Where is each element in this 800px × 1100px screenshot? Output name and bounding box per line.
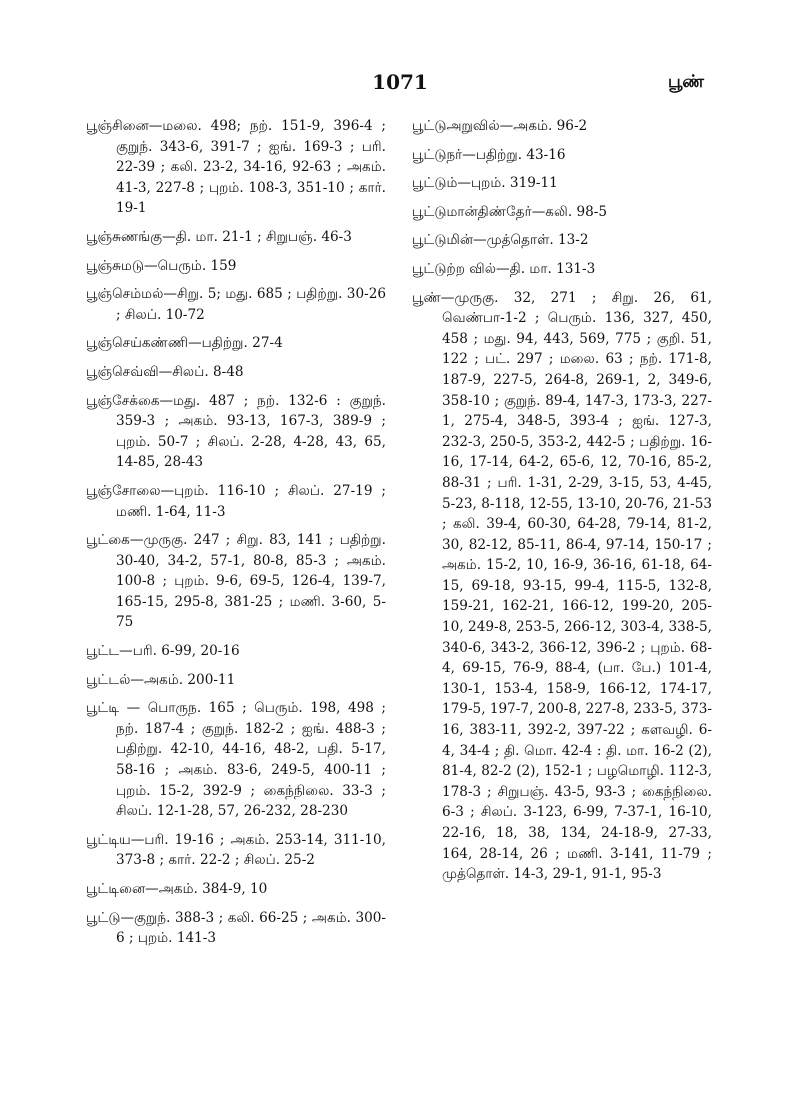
index-entry: பூட்டல்—அகம். 200-11 [86,671,236,688]
index-entry: பூஞ்சோலை—புறம். 116-10 ; சிலப். 27-19 ; மணி. 1-64, 11-3 [86,482,386,520]
index-entry: பூட்டுஅறுவில்—அகம். 96-2 [412,118,588,134]
index-entry: பூட்டும்—புறம். 319-11 [412,175,558,192]
index-entry: பூட்கை—முருகு. 247 ; சிறு. 83, 141 ; பதிற்று. 30-40, 34-2, 57-1, 80-8, 85-3 ; அகம். 100-8 ; புறம். 9-6, 69-5, 126-4, 139-7, 165-15, 295-8, 381-25 ; மணி. 3-60, 5-75 [86,532,386,631]
index-entry: பூஞ்சுமடு—பெரும். 159 [86,257,237,274]
index-entry: பூஞ்சேக்கை—மது. 487 ; நற். 132-6 : குறுந். 359-3 ; அகம். 93-13, 167-3, 389-9 ; புறம். 50-7 ; சிலப். 2-28, 4-28, 43, 65, 14-85, 28-43 [86,392,386,471]
index-entry: பூஞ்செவ்வி—சிலப். 8-48 [86,363,244,380]
index-entry: பூட்டுற்ற வில்—தி. மா. 131-3 [412,260,596,277]
index-entry: பூட்டுமான்திண்தேர்—கலி. 98-5 [412,203,608,220]
index-entry: பூட்டிய—பரி. 19-16 ; அகம். 253-14, 311-10, 373-8 ; கார். 22-2 ; சிலப். 25-2 [86,831,386,869]
index-entry: பூஞ்செம்மல்—சிறு. 5; மது. 685 ; பதிற்று. 30-26 ; சிலப். 10-72 [86,286,386,323]
page-number: 1071 [372,70,428,94]
left-column [86,116,386,957]
index-entry: பூஞ்சுணங்கு—தி. மா. 21-1 ; சிறுபஞ். 46-3 [86,228,352,245]
index-entry: பூட்டுமின்—முத்தொள். 13-2 [412,232,589,249]
index-entry: பூட்டு—குறுந். 388-3 ; கலி. 66-25 ; அகம். 300-6 ; புறம். 141-3 [86,909,386,947]
index-entry: பூண்—முருகு. 32, 271 ; சிறு. 26, 61, வெண்பா-1-2 ; பெரும். 136, 327, 450, 458 ; மது. 94, 443, 569, 775 ; குறி. 51, 122 ; பட். 297 ; மலை. 63 ; நற். 171-8, 187-9, 227-5, 264-8, 269-1, 2, 349-6, 358-10 ; குறுந். 89-4, 147-3, 173-3, 227-1, 275-4, 348-5, 393-4 ; ஐங். 127-3, 232-3, 250-5, 353-2, 442-5 ; பதிற்று. 16-16, 17-14, 64-2, 65-6, 12, 70-16, 85-2, 88-31 ; பரி. 1-31, 2-29, 3-15, 53, 4-45, 5-23, 8-118, 12-55, 13-10, 20-76, 21-53 ; கலி. 39-4, 60-30, 64-28, 79-14, 81-2, 30, 82-12, 85-11, 86-4, 97-14, 150-17 ; அகம். 15-2, 10, 16-9, 36-16, 61-18, 64-15, 69-18, 93-15, 99-4, 115-5, 132-8, 159-21, 162-21, 166-12, 199-20, 205-10, 249-8, 253-5, 266-12, 303-4, 338-5, 340-6, 343-2, 366-12, 396-2 ; புறம். 68-4, 69-15, 76-9, 88-4, (பா. பே.) 101-4, 130-1, 153-4, 158-9, 166-12, 174-17, 179-5, 197-7, 200-8, 227-8, 233-5, 373-16, 383-11, 392-2, 397-22 ; களவழி. 6-4, 34-4 ; தி. மொ. 42-4 : தி. மா. 16-2 (2), 81-4, 82-2 (2), 152-1 ; பழமொழி. 112-3, 178-3 ; சிறுபஞ். 43-5, 93-3 ; கைந்நிலை. 6-3 ; சிலப். 3-123, 6-99, 7-37-1, 16-10, 22-16, 18, 38, 134, 24-18-9, 27-33, 164, 28-14, 26 ; மணி. 3-141, 11-79 ; முத்தொள். 14-3, 29-1, 91-1, 95-3 [412,289,712,883]
right-column [412,116,712,893]
index-entry: பூட்டி — பொருந. 165 ; பெரும். 198, 498 ; நற். 187-4 ; குறுந். 182-2 ; ஐங். 488-3 ; பதிற்று. 42-10, 44-16, 48-2, பதி. 5-17, 58-16 ; அகம். 83-6, 249-5, 400-11 ; புறம். 15-2, 392-9 ; கைந்நிலை. 33-3 ; சிலப். 12-1-28, 57, 26-232, 28-230 [86,700,386,820]
index-entry: பூட்டுநர்—பதிற்று. 43-16 [412,146,566,163]
index-entry: பூஞ்சினை—மலை. 498; நற். 151-9, 396-4 ; குறுந். 343-6, 391-7 ; ஐங். 169-3 ; பரி. 22-39 ; கலி. 23-2, 34-16, 92-63 ; அகம். 41-3, 227-8 ; புறம். 108-3, 351-10 ; கார். 19-1 [86,118,386,217]
index-entry: பூட்டினை—அகம். 384-9, 10 [86,881,268,897]
index-entry: பூட்ட—பரி. 6-99, 20-16 [86,643,240,660]
running-head: பூண் [667,72,704,92]
index-entry: பூஞ்செய்கண்ணி—பதிற்று. 27-4 [86,335,283,352]
